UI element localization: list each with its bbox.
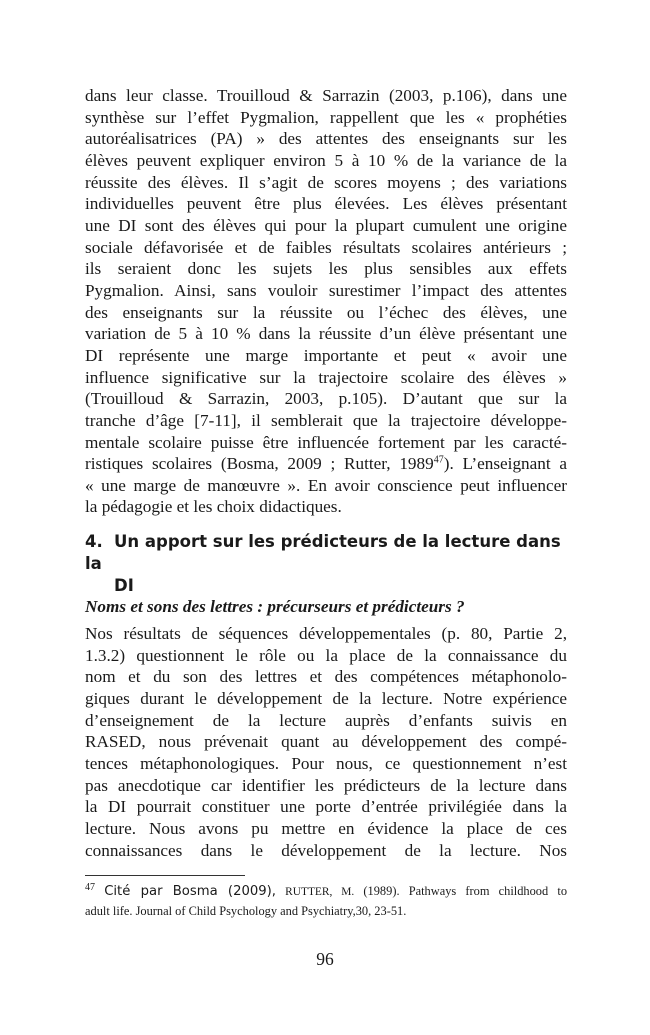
body-paragraph-2	[85, 623, 567, 861]
paragraph-line: synthèse sur l’effet Pygmalion, rappellent que les « prophéties	[85, 107, 567, 127]
paragraph-line: mentale scolaire puisse être influencée fortement par les caracté-	[85, 432, 567, 452]
paragraph-line: giques durant le développement de la lecture. Notre expérience	[85, 688, 567, 708]
paragraph-line: nom et du son des lettres et des compétences métaphonolo-	[85, 667, 567, 687]
section-heading	[85, 531, 567, 597]
footnote-reference-text: (1989). Pathways from childhood to	[363, 884, 568, 898]
paragraph-line: ils seraient donc les sujets les plus sensibles aux effets	[85, 259, 567, 279]
paragraph-line-with-footnote-ref	[85, 453, 567, 475]
paragraph-line: d’enseignement de la lecture auprès d’enfants suivis en	[85, 710, 567, 730]
footnote-cite: Cité par Bosma (2009),	[104, 884, 276, 899]
footnote-reference[interactable]: 47	[433, 454, 444, 466]
paragraph-line: une DI sont des élèves qui pour la plupart cumulent une origine	[85, 215, 567, 235]
paragraph-line: pas anecdotique car identifier les prédicteurs de la lecture dans	[85, 775, 567, 795]
footnote-reference-line-2: adult life. Journal of Child Psychology and Psychiatry,30, 23-51.	[85, 903, 407, 918]
paragraph-line: la pédagogie et les choix didactiques.	[85, 497, 342, 517]
paragraph-line: « une marge de manœuvre ». En avoir conscience peut influencer	[85, 475, 567, 495]
section-number: 4.	[85, 532, 103, 551]
paragraph-line: RASED, nous prévenait quant au développement des compé-	[85, 732, 567, 752]
paragraph-line: tences métaphonologiques. Pour nous, ce questionnement n’est	[85, 753, 567, 773]
page-number: 96	[316, 949, 334, 969]
paragraph-line: Pygmalion. Ainsi, sans vouloir surestimer l’impact des attentes	[85, 280, 567, 300]
footnote-separator	[85, 875, 245, 876]
body-paragraph-1	[85, 85, 567, 518]
subsection-heading: Noms et sons des lettres : précurseurs et prédicteurs ?	[85, 597, 465, 616]
paragraph-line: sociale défavorisée et de faibles résultats scolaires antérieurs ;	[85, 237, 567, 257]
paragraph-line: tranche d’âge [7-11], il semblerait que la trajectoire développe-	[85, 410, 567, 430]
paragraph-line: variation de 5 à 10 % dans la réussite d’un élève présentant une	[85, 324, 567, 344]
paragraph-line: la DI pourrait constituer une porte d’entrée privilégiée dans la	[85, 797, 567, 817]
paragraph-line: influence significative sur la trajectoire scolaire des élèves »	[85, 367, 567, 387]
paragraph-line: DI représente une marge importante et peut « avoir une	[85, 345, 567, 365]
section-title-line-2: DI	[114, 576, 134, 595]
paragraph-line: 1.3.2) questionnent le rôle ou la place de la connaissance du	[85, 645, 567, 665]
paragraph-line: lecture. Nous avons pu mettre en évidence la place de ces	[85, 818, 567, 838]
paragraph-line: réussite des élèves. Il s’agit de scores moyens ; des variations	[85, 172, 567, 192]
paragraph-line: des enseignants sur la réussite ou l’échec des élèves, une	[85, 302, 567, 322]
footnote	[85, 882, 567, 920]
footnote-author: RUTTER, M.	[285, 886, 355, 898]
line-text: ). L’enseignant a	[443, 454, 568, 474]
paragraph-line: connaissances dans le développement de la lecture. Nos	[85, 840, 567, 860]
footnote-number: 47	[85, 881, 95, 893]
paragraph-line: dans leur classe. Trouilloud & Sarrazin (2003, p.106), dans une	[85, 86, 567, 105]
line-text: ristiques scolaires (Bosma, 2009 ; Rutter, 1989	[85, 454, 434, 474]
paragraph-line: (Trouilloud & Sarrazin, 2003, p.105). D’autant que sur la	[85, 389, 567, 409]
paragraph-line: élèves peuvent expliquer environ 5 à 10 % de la variance de la	[85, 150, 567, 170]
paragraph-line: Nos résultats de séquences développementales (p. 80, Partie 2,	[85, 624, 567, 643]
section-title-line-1: Un apport sur les prédicteurs de la lecture dans la	[85, 532, 561, 573]
paragraph-line: individuelles peuvent être plus élevées. Les élèves présentant	[85, 194, 567, 214]
paragraph-line: autoréalisatrices (PA) » des attentes des enseignants sur les	[85, 129, 567, 149]
